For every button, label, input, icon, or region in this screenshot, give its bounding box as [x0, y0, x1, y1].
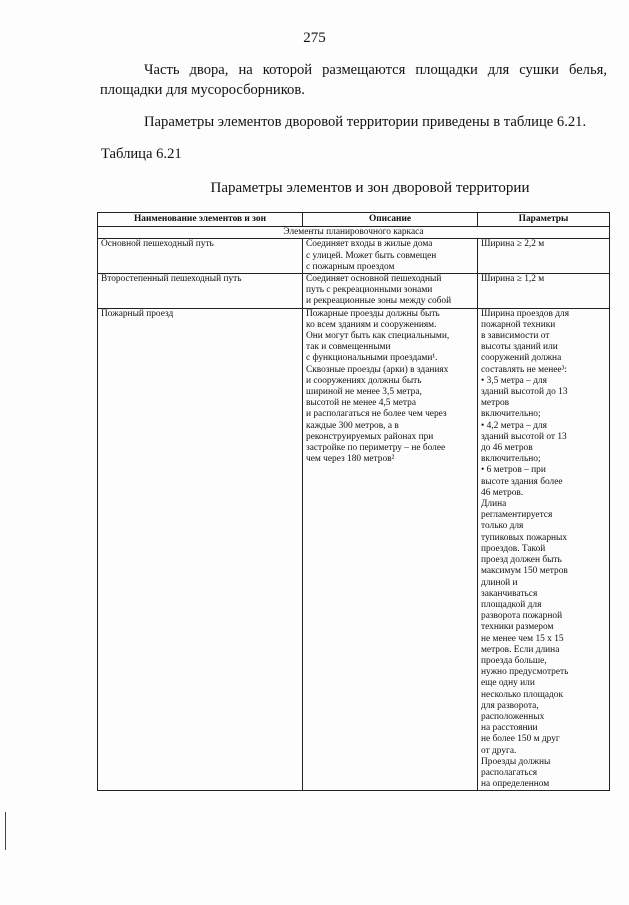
table-section-row	[98, 227, 610, 239]
row-description: Соединяет основной пешеходный путь с рекреационными зонами и рекреационные зоны между собой	[303, 274, 478, 309]
header-description: Описание	[303, 213, 478, 227]
row-params: Ширина ≥ 1,2 м	[478, 274, 610, 309]
table-row	[98, 239, 610, 274]
table-row	[98, 308, 610, 791]
row-description: Пожарные проезды должны быть ко всем зданиям и сооружениям. Они могут быть как специальными, так и совмещенными с функциональными проездами¹. Сквозные проезды (арки) в зданиях и сооружениях должны быть шириной не менее 3,5 метра, высотой не менее 4,5 метра и располагаться не более чем через каждые 300 метров, а в реконструируемых районах при застройке по периметру – не более чем через 180 метров²	[303, 308, 478, 791]
row-name: Второстепенный пешеходный путь	[98, 274, 303, 309]
row-params: Ширина ≥ 2,2 м	[478, 239, 610, 274]
table-row	[98, 274, 610, 309]
table-header-row	[98, 213, 610, 227]
scan-edge-mark	[5, 812, 6, 850]
section-title: Элементы планировочного каркаса	[98, 227, 610, 239]
header-parameters: Параметры	[478, 213, 610, 227]
row-params: Ширина проездов для пожарной техники в зависимости от высоты зданий или сооружений должна составлять не менее³: • 3,5 метра – для зданий высотой до 13 метров включительно; • 4,2 метра – для зданий высотой от 13 до 46 метров включительно; • 6 метров – при высоте здания более 46 метров. Длина регламентируется только для тупиковых пожарных проездов. Такой проезд должен быть максимум 150 метров длиной и заканчиваться площадкой для разворота пожарной техники размером не менее чем 15 х 15 метров. Если длина проезда больше, нужно предусмотреть еще одну или несколько площадок для разворота, расположенных на расстоянии не более 150 м друг от друга. Проезды должны располагаться на определенном	[478, 308, 610, 791]
page-number: 275	[303, 30, 326, 46]
row-name: Основной пешеходный путь	[98, 239, 303, 274]
row-name: Пожарный проезд	[98, 308, 303, 791]
parameters-table	[97, 212, 610, 791]
table-label: Таблица 6.21	[101, 146, 182, 162]
paragraph-parameters-reference: Параметры элементов дворовой территории приведены в таблице 6.21.	[144, 114, 587, 130]
header-name: Наименование элементов и зон	[98, 213, 303, 227]
row-description: Соединяет входы в жилые дома с улицей. Может быть совмещен с пожарным проездом	[303, 239, 478, 274]
paragraph-yard-part: Часть двора, на которой размещаются площадки для сушки белья, площадки для мусоросборников.	[100, 62, 607, 98]
table-title: Параметры элементов и зон дворовой территории	[210, 180, 530, 196]
